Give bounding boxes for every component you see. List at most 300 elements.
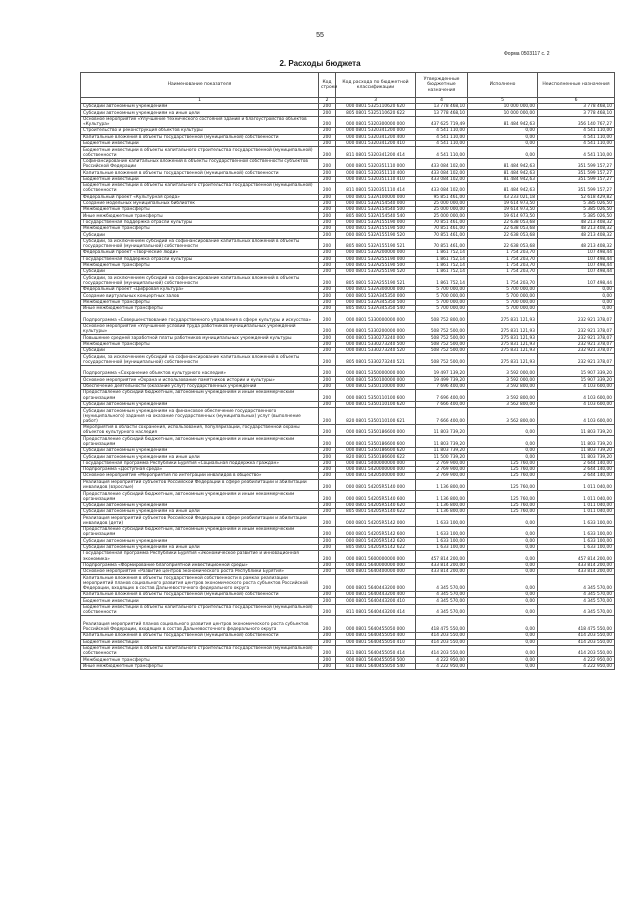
row-name: Бюджетные инвестиции: [81, 176, 319, 182]
row-name: Подпрограмма «Совершенствование государственного управления в сфере культуры и искусства»: [81, 312, 319, 324]
row-budget-code: 805 0801 532A255190 521: [336, 275, 416, 287]
row-executed-amount: 0,00: [468, 544, 538, 550]
row-remaining-amount: 4 541 110,00: [538, 134, 615, 140]
row-name: Капитальные вложения в объекты государственной (муниципальной) собственности: [81, 592, 319, 598]
row-line-code: 200: [319, 502, 336, 508]
row-remaining-amount: 414 203 550,00: [538, 639, 615, 645]
row-budget-code: 000 0801 54205R5142 620: [336, 538, 416, 544]
row-name: Межбюджетные трансферты: [81, 657, 319, 663]
row-budget-code: 805 0801 54205R5140 622: [336, 508, 416, 514]
row-executed-amount: 125 760,00: [468, 491, 538, 503]
row-budget-code: 000 0801 5600000000 000: [336, 551, 416, 563]
row-remaining-amount: 351 599 157,27: [538, 158, 615, 170]
row-remaining-amount: 107 498,44: [538, 275, 615, 287]
row-line-code: 200: [319, 604, 336, 616]
row-name: Субсидии, за исключением субсидий на софинансирование капитальных вложений в объекты государственной (муниципальной) собственности: [81, 238, 319, 250]
row-line-code: 200: [319, 354, 336, 366]
row-remaining-amount: 1 633 100,00: [538, 526, 615, 538]
table-row: [81, 365, 615, 377]
row-name: Субсидии автономным учреждениям: [81, 104, 319, 110]
row-name: Бюджетные инвестиции в объекты капитального строительства государственной (муниципальной) собственности: [81, 182, 319, 194]
row-name: Межбюджетные трансферты: [81, 207, 319, 213]
row-executed-amount: 275 831 121,93: [468, 347, 538, 353]
row-line-code: 200: [319, 238, 336, 250]
row-executed-amount: 5 700 000,00: [468, 287, 538, 293]
row-executed-amount: 125 760,00: [468, 460, 538, 466]
row-executed-amount: 3 562 800,00: [468, 407, 538, 424]
table-row: [81, 335, 615, 341]
row-approved-amount: 4 345 570,00: [416, 604, 468, 616]
row-executed-amount: 81 484 942,63: [468, 158, 538, 170]
row-remaining-amount: 2 644 140,00: [538, 466, 615, 472]
row-executed-amount: 275 831 121,93: [468, 341, 538, 347]
row-executed-amount: 5 700 000,00: [468, 293, 538, 299]
row-remaining-amount: 232 921 378,07: [538, 312, 615, 324]
row-remaining-amount: 414 203 550,00: [538, 633, 615, 639]
table-row: [81, 134, 615, 140]
table-row: [81, 526, 615, 538]
row-line-code: 200: [319, 128, 336, 134]
row-remaining-amount: 5 385 026,50: [538, 207, 615, 213]
row-remaining-amount: 1 011 040,00: [538, 479, 615, 491]
row-name: Бюджетные инвестиции в объекты капитального строительства государственной (муниципальной) собственности: [81, 147, 319, 159]
row-remaining-amount: 0,00: [538, 293, 615, 299]
row-executed-amount: 22 638 053,68: [468, 232, 538, 238]
row-executed-amount: 43 233 021,18: [468, 194, 538, 200]
table-row: [81, 238, 615, 250]
row-budget-code: 000 0801 5320351110 400: [336, 170, 416, 176]
row-approved-amount: 1 136 800,00: [416, 491, 468, 503]
row-budget-code: 000 0801 5325110620 620: [336, 104, 416, 110]
row-budget-code: 000 0801 5320300000 000: [336, 116, 416, 128]
column-number: 2: [319, 98, 336, 104]
row-name: Создание виртуальных концертных залов: [81, 293, 319, 299]
table-row: [81, 663, 615, 669]
table-body: [81, 104, 615, 670]
row-line-code: 200: [319, 598, 336, 604]
row-approved-amount: 70 851 461,00: [416, 232, 468, 238]
table-row: [81, 293, 615, 299]
row-budget-code: 000 0801 5330273240 520: [336, 347, 416, 353]
document-title: 2. Расходы бюджета: [279, 59, 361, 68]
table-row: [81, 515, 615, 527]
table-row: [81, 377, 615, 383]
row-line-code: 200: [319, 657, 336, 663]
row-approved-amount: 19 497 139,20: [416, 365, 468, 377]
row-remaining-amount: 107 498,44: [538, 256, 615, 262]
row-executed-amount: 275 831 121,93: [468, 335, 538, 341]
table-row: [81, 460, 615, 466]
row-executed-amount: 5 700 000,00: [468, 305, 538, 311]
row-remaining-amount: 351 599 157,27: [538, 176, 615, 182]
table-row: [81, 633, 615, 639]
row-line-code: 200: [319, 568, 336, 574]
row-budget-code: 805 0801 5330273240 521: [336, 354, 416, 366]
row-remaining-amount: 4 345 570,00: [538, 592, 615, 598]
row-line-code: 200: [319, 377, 336, 383]
row-line-code: 200: [319, 365, 336, 377]
row-budget-code: 000 0801 5320351110 000: [336, 158, 416, 170]
row-name: Иные межбюджетные трансферты: [81, 213, 319, 219]
row-budget-code: 820 0801 5350110100 621: [336, 407, 416, 424]
row-name: Основное мероприятие «Развитие центров экономического роста Республики Бурятия»: [81, 568, 319, 574]
row-executed-amount: 0,00: [468, 645, 538, 657]
row-line-code: 200: [319, 219, 336, 225]
row-budget-code: 000 0801 532A300000 000: [336, 287, 416, 293]
row-name: Субсидии автономным учреждениям на иные цели: [81, 544, 319, 550]
row-name: Субсидии: [81, 232, 319, 238]
row-line-code: 200: [319, 544, 336, 550]
row-budget-code: 000 0801 5640455050 410: [336, 639, 416, 645]
row-name: Реализация мероприятий субъектов Российской Федерации в сфере реабилитации и абилитации инвалидов (взрослые): [81, 479, 319, 491]
row-approved-amount: 4 345 570,00: [416, 575, 468, 592]
row-approved-amount: 414 203 550,00: [416, 645, 468, 657]
row-line-code: 200: [319, 207, 336, 213]
row-budget-code: 000 0801 532A345350 000: [336, 293, 416, 299]
row-executed-amount: 0,00: [468, 526, 538, 538]
row-approved-amount: 1 633 100,00: [416, 538, 468, 544]
row-executed-amount: 10 000 000,00: [468, 104, 538, 110]
row-remaining-amount: 107 498,44: [538, 262, 615, 268]
row-remaining-amount: 3 778 468,10: [538, 110, 615, 116]
row-remaining-amount: 4 103 600,00: [538, 401, 615, 407]
row-executed-amount: 22 638 053,68: [468, 238, 538, 250]
row-line-code: 200: [319, 293, 336, 299]
row-budget-code: 000 0801 5400000000 000: [336, 460, 416, 466]
row-executed-amount: 0,00: [468, 454, 538, 460]
row-budget-code: 000 0801 5350186600 000: [336, 424, 416, 436]
row-name: Основное мероприятие «Мероприятия по интеграции инвалидов в общество»: [81, 473, 319, 479]
row-line-code: 200: [319, 194, 336, 200]
row-budget-code: 000 0801 5420500000 000: [336, 473, 416, 479]
column-header-remaining: Неисполненные назначения: [538, 73, 615, 98]
table-row: [81, 424, 615, 436]
row-remaining-amount: 5 385 026,50: [538, 213, 615, 219]
row-remaining-amount: 0,00: [538, 287, 615, 293]
row-budget-code: 000 0801 5320341200 400: [336, 134, 416, 140]
table-row: [81, 219, 615, 225]
row-executed-amount: 1 754 203,70: [468, 256, 538, 262]
row-remaining-amount: 4 103 600,00: [538, 383, 615, 389]
row-budget-code: 805 0801 5325110620 622: [336, 110, 416, 116]
table-row: [81, 473, 615, 479]
row-name: Субсидии автономным учреждениям: [81, 538, 319, 544]
row-executed-amount: 10 000 000,00: [468, 110, 538, 116]
row-executed-amount: 0,00: [468, 639, 538, 645]
row-approved-amount: 4 541 110,00: [416, 128, 468, 134]
row-executed-amount: 0,00: [468, 598, 538, 604]
row-remaining-amount: 351 599 157,27: [538, 182, 615, 194]
row-budget-code: 000 0801 5350110100 620: [336, 401, 416, 407]
row-budget-code: 805 0801 532A155190 521: [336, 238, 416, 250]
row-name: Межбюджетные трансферты: [81, 341, 319, 347]
row-approved-amount: 5 700 000,00: [416, 293, 468, 299]
row-remaining-amount: 457 814 200,00: [538, 551, 615, 563]
table-row: [81, 616, 615, 633]
row-executed-amount: 0,00: [468, 562, 538, 568]
row-budget-code: 000 0801 5350000000 000: [336, 365, 416, 377]
row-executed-amount: 125 760,00: [468, 466, 538, 472]
row-name: Подпрограмма «Сохранение объектов культурного наследия»: [81, 365, 319, 377]
row-approved-amount: 1 136 800,00: [416, 502, 468, 508]
row-line-code: 200: [319, 508, 336, 514]
row-approved-amount: 25 000 000,00: [416, 213, 468, 219]
row-executed-amount: 0,00: [468, 575, 538, 592]
row-approved-amount: 4 222 950,00: [416, 657, 468, 663]
row-line-code: 200: [319, 436, 336, 448]
row-remaining-amount: 48 213 408,32: [538, 232, 615, 238]
table-row: [81, 401, 615, 407]
row-budget-code: 000 0801 5350110000 000: [336, 383, 416, 389]
row-line-code: 200: [319, 401, 336, 407]
row-name: Государственная поддержка отрасли культуры: [81, 219, 319, 225]
table-row: [81, 604, 615, 616]
row-line-code: 200: [319, 213, 336, 219]
row-approved-amount: 4 345 570,00: [416, 592, 468, 598]
row-budget-code: 805 0801 532A154540 540: [336, 213, 416, 219]
row-line-code: 200: [319, 147, 336, 159]
table-row: [81, 383, 615, 389]
row-remaining-amount: 414 203 550,00: [538, 645, 615, 657]
row-budget-code: 000 0801 5640443200 410: [336, 598, 416, 604]
table-row: [81, 466, 615, 472]
row-line-code: 200: [319, 592, 336, 598]
row-remaining-amount: 4 345 570,00: [538, 598, 615, 604]
row-remaining-amount: 1 633 100,00: [538, 538, 615, 544]
row-name: Повышение средней заработной платы работников муниципальных учреждений культуры: [81, 335, 319, 341]
row-executed-amount: 1 754 203,70: [468, 275, 538, 287]
table-row: [81, 502, 615, 508]
row-budget-code: 000 0801 532A100000 000: [336, 194, 416, 200]
row-approved-amount: 508 752 500,00: [416, 354, 468, 366]
column-number: 3: [336, 98, 416, 104]
row-executed-amount: 81 484 942,63: [468, 176, 538, 182]
row-line-code: 200: [319, 347, 336, 353]
table-row: [81, 213, 615, 219]
row-remaining-amount: 1 011 040,00: [538, 491, 615, 503]
row-remaining-amount: 433 814 200,00: [538, 568, 615, 574]
row-line-code: 200: [319, 170, 336, 176]
row-line-code: 200: [319, 551, 336, 563]
row-name: Субсидии автономным учреждениям: [81, 502, 319, 508]
row-remaining-amount: 107 498,44: [538, 269, 615, 275]
row-name: Иные межбюджетные трансферты: [81, 663, 319, 669]
row-name: Обеспечение деятельности (оказание услуг) государственных учреждений: [81, 383, 319, 389]
row-executed-amount: 3 592 000,00: [468, 377, 538, 383]
row-line-code: 200: [319, 383, 336, 389]
row-name: Субсидии автономным учреждениям на иные цели: [81, 454, 319, 460]
row-line-code: 200: [319, 226, 336, 232]
row-approved-amount: 25 000 000,00: [416, 200, 468, 206]
row-name: Основное мероприятие «Улучшение условий труда работников муниципальных учреждений культуры»: [81, 323, 319, 335]
row-approved-amount: 414 203 550,00: [416, 639, 468, 645]
row-line-code: 200: [319, 305, 336, 311]
row-executed-amount: 0,00: [468, 568, 538, 574]
row-budget-code: 000 0801 54205R5142 000: [336, 515, 416, 527]
row-budget-code: 000 0801 5330273240 500: [336, 341, 416, 347]
row-approved-amount: 70 851 461,00: [416, 226, 468, 232]
row-line-code: 200: [319, 460, 336, 466]
row-approved-amount: 2 769 900,00: [416, 466, 468, 472]
row-budget-code: 000 0801 532A154540 000: [336, 200, 416, 206]
row-remaining-amount: 5 385 026,50: [538, 200, 615, 206]
row-budget-code: 000 0801 5640400000 000: [336, 568, 416, 574]
row-approved-amount: 70 851 461,00: [416, 219, 468, 225]
row-budget-code: 000 0801 5640455050 000: [336, 616, 416, 633]
row-budget-code: 000 0801 5640443200 400: [336, 592, 416, 598]
row-approved-amount: 13 778 468,10: [416, 110, 468, 116]
row-budget-code: 000 0801 5640455050 400: [336, 633, 416, 639]
row-approved-amount: 70 851 461,00: [416, 238, 468, 250]
table-row: [81, 544, 615, 550]
row-budget-code: 811 0801 5640443200 414: [336, 604, 416, 616]
table-header-row: [81, 73, 615, 98]
table-row: [81, 312, 615, 324]
row-name: Предоставление субсидий бюджетным, автономным учреждениям и иным некоммерческим организациям: [81, 526, 319, 538]
row-budget-code: 805 0801 54205R5142 622: [336, 544, 416, 550]
row-line-code: 200: [319, 250, 336, 256]
row-executed-amount: 22 638 053,68: [468, 226, 538, 232]
row-remaining-amount: 48 213 408,32: [538, 238, 615, 250]
row-approved-amount: 433 814 200,00: [416, 562, 468, 568]
row-approved-amount: 508 752 500,00: [416, 341, 468, 347]
row-approved-amount: 4 541 110,00: [416, 134, 468, 140]
row-approved-amount: 508 752 800,00: [416, 312, 468, 324]
row-approved-amount: 11 500 739,20: [416, 454, 468, 460]
row-approved-amount: 11 803 739,20: [416, 448, 468, 454]
table-row: [81, 200, 615, 206]
row-budget-code: 000 0801 54205R5140 620: [336, 502, 416, 508]
row-executed-amount: 0,00: [468, 538, 538, 544]
table-row: [81, 592, 615, 598]
row-budget-code: 811 0801 5640455050 414: [336, 645, 416, 657]
row-approved-amount: 2 769 900,00: [416, 460, 468, 466]
row-executed-amount: 19 614 973,50: [468, 207, 538, 213]
row-approved-amount: 11 803 739,20: [416, 424, 468, 436]
row-executed-amount: 0,00: [468, 616, 538, 633]
row-approved-amount: 457 814 200,00: [416, 551, 468, 563]
row-approved-amount: 1 136 800,00: [416, 508, 468, 514]
row-remaining-amount: 11 803 739,20: [538, 448, 615, 454]
row-approved-amount: 7 696 400,00: [416, 383, 468, 389]
row-remaining-amount: 15 907 339,20: [538, 365, 615, 377]
row-line-code: 200: [319, 515, 336, 527]
row-line-code: 200: [319, 390, 336, 402]
table-row: [81, 182, 615, 194]
row-name: Субсидии автономным учреждениям: [81, 401, 319, 407]
row-line-code: 200: [319, 424, 336, 436]
row-approved-amount: 4 345 570,00: [416, 598, 468, 604]
row-executed-amount: 3 592 000,00: [468, 365, 538, 377]
row-remaining-amount: 356 140 767,27: [538, 116, 615, 128]
row-remaining-amount: 3 778 468,10: [538, 104, 615, 110]
row-approved-amount: 433 814 200,00: [416, 568, 468, 574]
row-name: Капитальные вложения в объекты государственной собственности в рамках реализации мероприятий планов социального развития центров экономического роста субъектов Российской Федерации, входящих в состав Дальневосточного федерального округа: [81, 575, 319, 592]
table-row: [81, 104, 615, 110]
row-budget-code: 000 0801 532A200000 000: [336, 250, 416, 256]
row-budget-code: 000 0801 532A255190 000: [336, 256, 416, 262]
row-remaining-amount: 48 213 408,32: [538, 219, 615, 225]
row-budget-code: 000 0801 532A155190 000: [336, 219, 416, 225]
row-executed-amount: 19 614 973,50: [468, 200, 538, 206]
row-name: Реализация мероприятий планов социального развития центров экономического роста субъектов Российской Федерации, входящих в состав Дальневосточного федерального округа: [81, 616, 319, 633]
row-line-code: 200: [319, 256, 336, 262]
table-row: [81, 568, 615, 574]
table-row: [81, 128, 615, 134]
row-approved-amount: 11 803 739,20: [416, 436, 468, 448]
row-line-code: 200: [319, 116, 336, 128]
row-name: Бюджетные инвестиции в объекты капитального строительства государственной (муниципальной) собственности: [81, 604, 319, 616]
row-budget-code: 000 0801 5330200000 000: [336, 323, 416, 335]
row-remaining-amount: 232 921 378,07: [538, 335, 615, 341]
row-executed-amount: 81 484 942,63: [468, 116, 538, 128]
row-remaining-amount: 1 011 040,00: [538, 508, 615, 514]
row-approved-amount: 5 700 000,00: [416, 305, 468, 311]
row-remaining-amount: 4 541 110,00: [538, 128, 615, 134]
table-row: [81, 390, 615, 402]
row-executed-amount: 125 760,00: [468, 479, 538, 491]
column-number: 6: [538, 98, 615, 104]
row-line-code: 200: [319, 407, 336, 424]
row-executed-amount: 19 614 973,50: [468, 213, 538, 219]
column-header-approved: Утвержденные бюджетные назначения: [416, 73, 468, 98]
row-executed-amount: 0,00: [468, 128, 538, 134]
row-name: Предоставление субсидий бюджетным, автономным учреждениям и иным некоммерческим организациям: [81, 491, 319, 503]
row-executed-amount: 0,00: [468, 436, 538, 448]
row-executed-amount: 1 754 203,70: [468, 269, 538, 275]
row-approved-amount: 13 778 468,10: [416, 104, 468, 110]
row-remaining-amount: 232 921 378,07: [538, 347, 615, 353]
row-approved-amount: 1 861 752,14: [416, 275, 468, 287]
row-approved-amount: 433 084 102,00: [416, 158, 468, 170]
column-header-line-code: Код строки: [319, 73, 336, 98]
table-row: [81, 407, 615, 424]
row-approved-amount: 4 541 110,00: [416, 140, 468, 146]
row-name: Субсидии автономным учреждениям: [81, 448, 319, 454]
row-executed-amount: 81 484 942,63: [468, 182, 538, 194]
row-line-code: 200: [319, 323, 336, 335]
row-budget-code: 811 0801 5640455050 540: [336, 663, 416, 669]
row-executed-amount: 0,00: [468, 515, 538, 527]
row-approved-amount: 433 084 102,00: [416, 176, 468, 182]
table-row: [81, 158, 615, 170]
row-name: Основное мероприятие «Улучшение технического состояния зданий и благоустройство объектов «Культура»: [81, 116, 319, 128]
row-approved-amount: 1 861 752,14: [416, 250, 468, 256]
row-executed-amount: 0,00: [468, 134, 538, 140]
row-approved-amount: 1 861 752,14: [416, 262, 468, 268]
column-header-executed: Исполнено: [468, 73, 538, 98]
row-executed-amount: 275 831 121,93: [468, 312, 538, 324]
row-executed-amount: 0,00: [468, 448, 538, 454]
row-remaining-amount: 11 803 739,20: [538, 436, 615, 448]
row-line-code: 200: [319, 454, 336, 460]
row-budget-code: 000 0801 5320341200 000: [336, 128, 416, 134]
row-budget-code: 000 0801 5640443200 000: [336, 575, 416, 592]
row-name: Иные межбюджетные трансферты: [81, 305, 319, 311]
row-name: Федеральный проект «Творческие люди»: [81, 250, 319, 256]
row-budget-code: 000 0801 5420000000 000: [336, 466, 416, 472]
table-row: [81, 275, 615, 287]
table-row: [81, 110, 615, 116]
row-remaining-amount: 232 921 378,07: [538, 323, 615, 335]
row-approved-amount: 414 203 550,00: [416, 633, 468, 639]
table-row: [81, 250, 615, 256]
table-row: [81, 479, 615, 491]
row-budget-code: 000 0801 532A345350 500: [336, 299, 416, 305]
row-executed-amount: 3 592 800,00: [468, 390, 538, 402]
row-budget-code: 000 0801 532A155190 520: [336, 232, 416, 238]
row-name: Межбюджетные трансферты: [81, 299, 319, 305]
